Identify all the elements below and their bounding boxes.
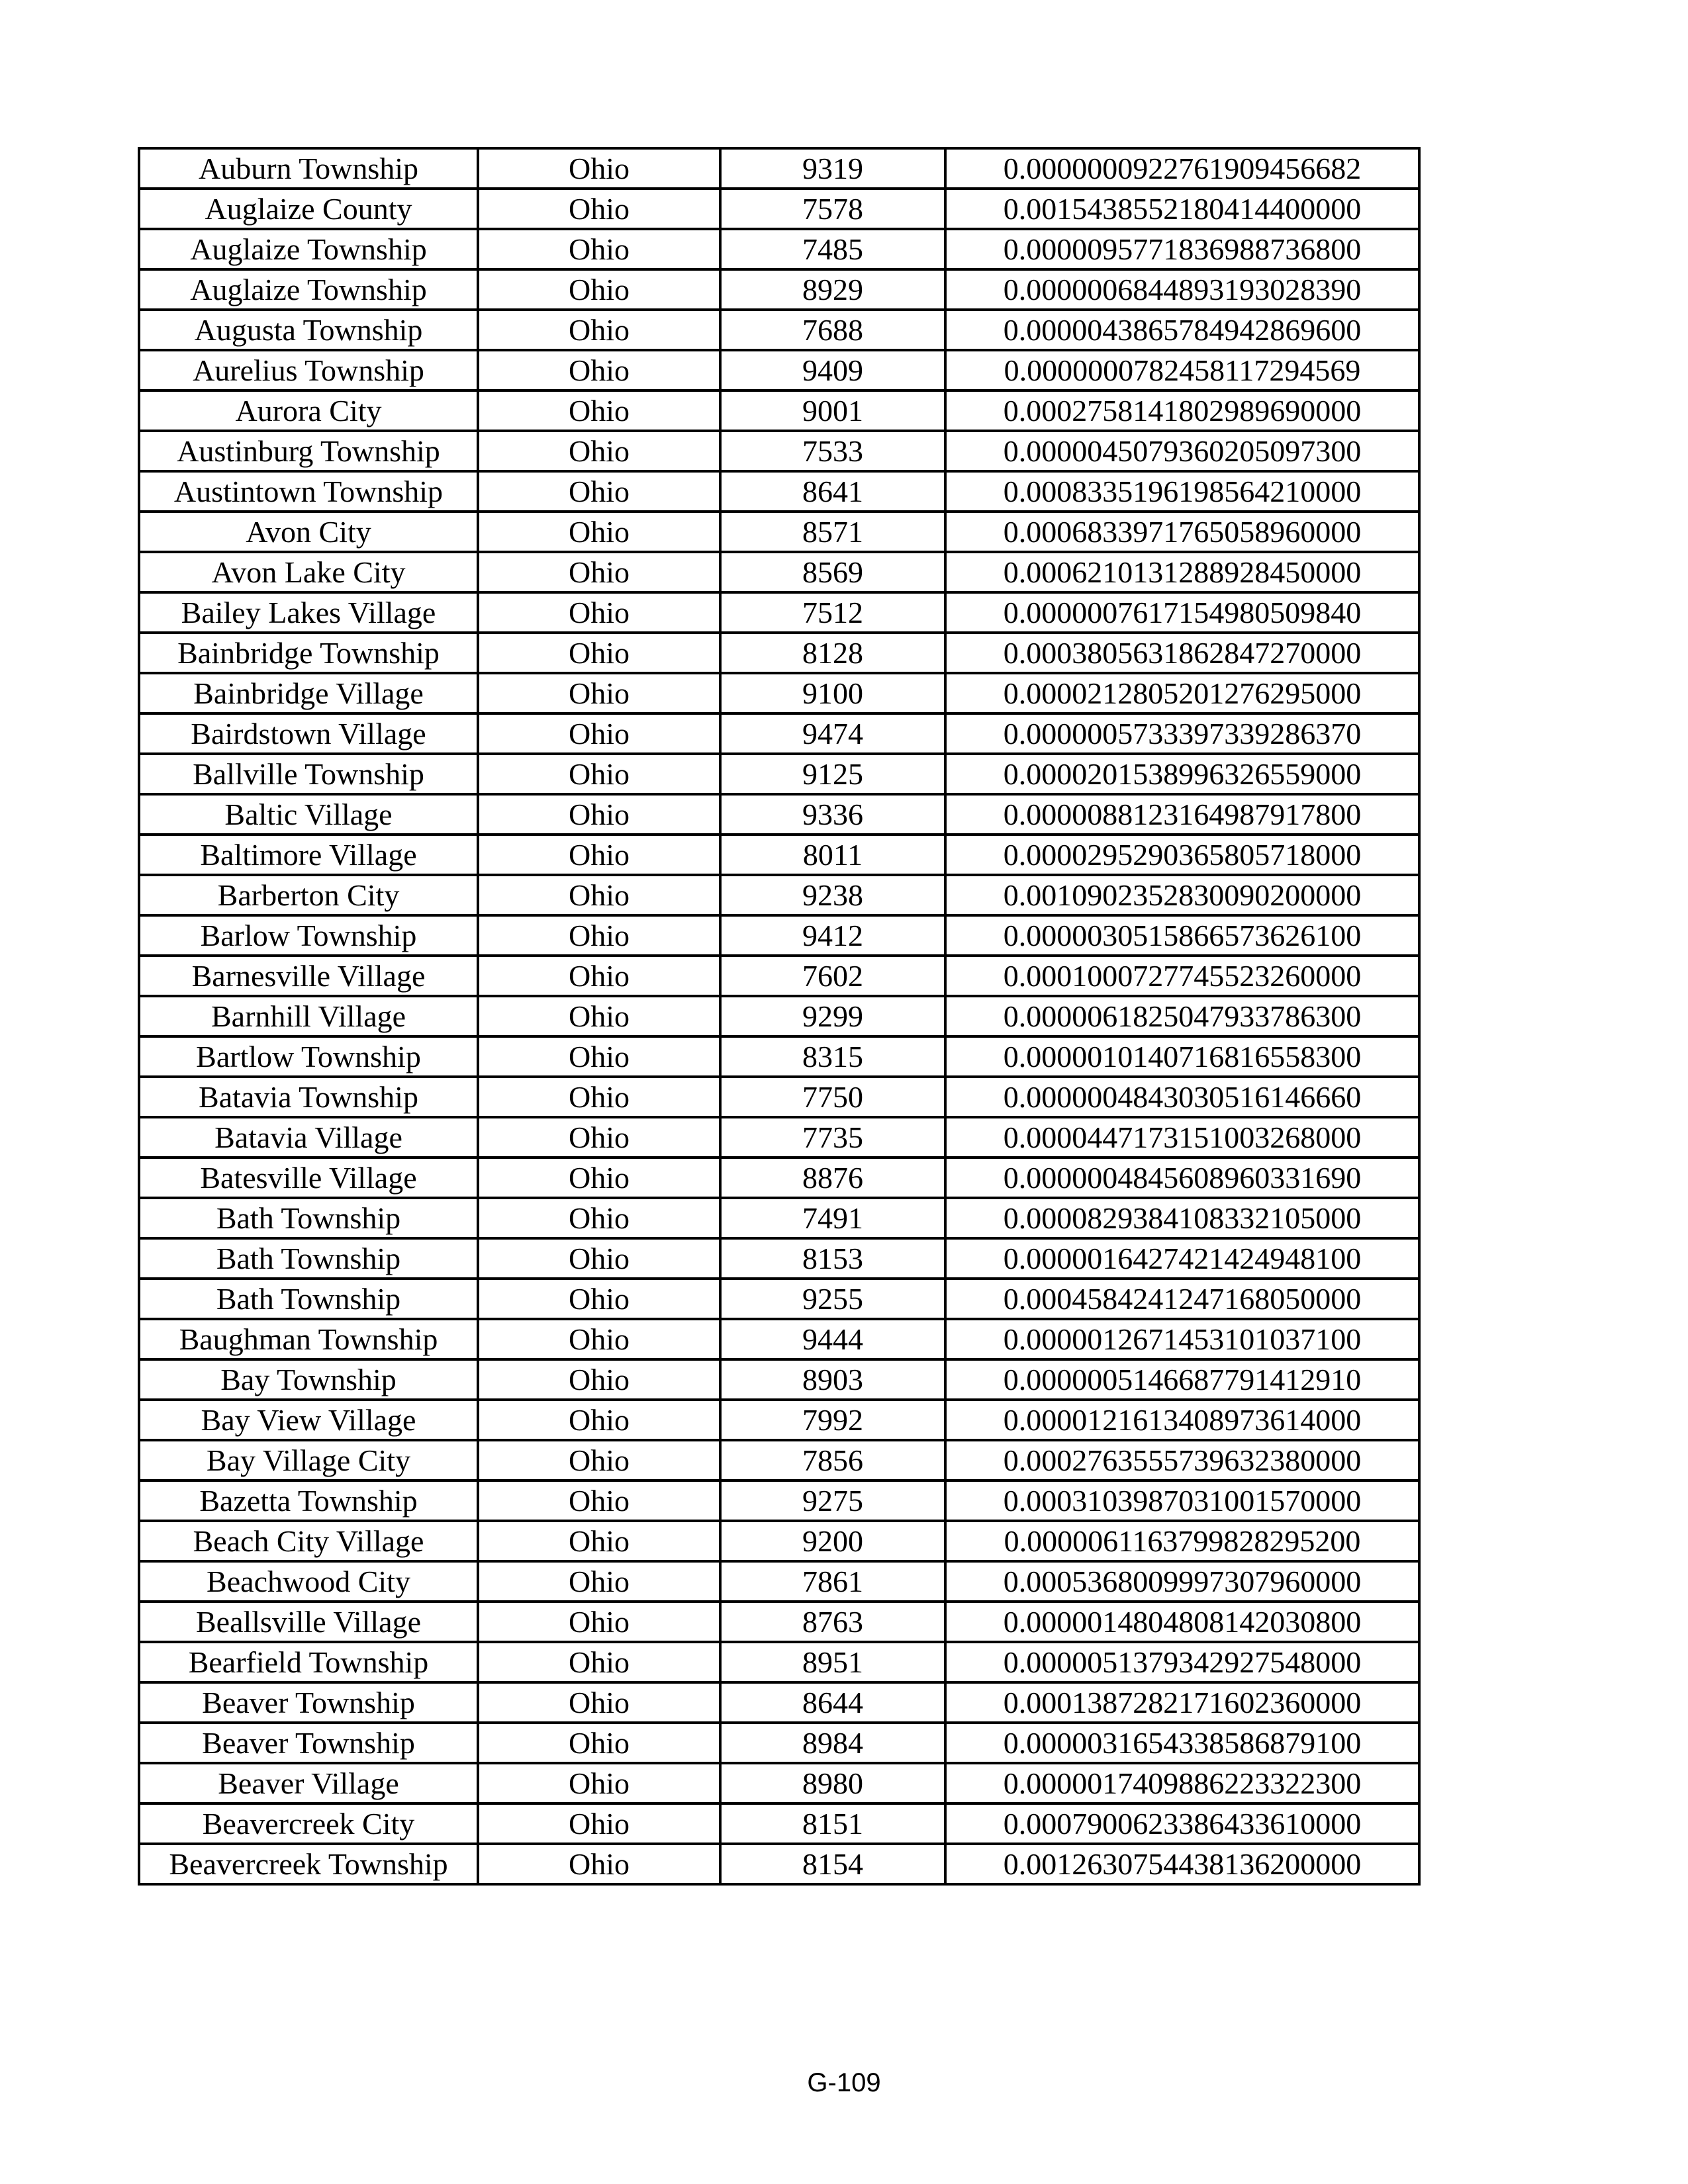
table-row	[139, 189, 1419, 229]
allocation-cell: 0.0000295290365805718000	[945, 835, 1419, 875]
allocation-cell: 0.0000007617154980509840	[945, 592, 1419, 633]
id-cell: 7485	[720, 229, 945, 269]
state-cell: Ohio	[478, 1521, 720, 1561]
allocation-cell: 0.0000012671453101037100	[945, 1319, 1419, 1359]
allocation-cell: 0.0004584241247168050000	[945, 1279, 1419, 1319]
table-row	[139, 592, 1419, 633]
jurisdiction-cell: Bay Township	[139, 1359, 478, 1400]
jurisdiction-cell: Auglaize Township	[139, 269, 478, 310]
allocation-cell: 0.0003805631862847270000	[945, 633, 1419, 673]
table-row	[139, 794, 1419, 835]
table-row	[139, 552, 1419, 592]
allocation-cell: 0.0006833971765058960000	[945, 512, 1419, 552]
table-row	[139, 875, 1419, 915]
state-cell: Ohio	[478, 1602, 720, 1642]
id-cell: 8571	[720, 512, 945, 552]
jurisdiction-cell: Beaver Township	[139, 1723, 478, 1763]
allocation-cell: 0.0000005146687791412910	[945, 1359, 1419, 1400]
state-cell: Ohio	[478, 431, 720, 471]
state-cell: Ohio	[478, 1158, 720, 1198]
allocation-cell: 0.0000031654338586879100	[945, 1723, 1419, 1763]
allocation-cell: 0.0001387282171602360000	[945, 1682, 1419, 1723]
state-cell: Ohio	[478, 390, 720, 431]
page-number: G-109	[807, 2068, 881, 2097]
state-cell: Ohio	[478, 875, 720, 915]
table-row	[139, 471, 1419, 512]
id-cell: 8641	[720, 471, 945, 512]
jurisdiction-cell: Bailey Lakes Village	[139, 592, 478, 633]
id-cell: 8876	[720, 1158, 945, 1198]
state-cell: Ohio	[478, 1480, 720, 1521]
allocation-cell: 0.0000095771836988736800	[945, 229, 1419, 269]
state-cell: Ohio	[478, 1036, 720, 1077]
allocation-cell: 0.0000212805201276295000	[945, 673, 1419, 713]
state-cell: Ohio	[478, 915, 720, 956]
state-cell: Ohio	[478, 956, 720, 996]
table-row	[139, 1279, 1419, 1319]
allocation-cell: 0.0000004843030516146660	[945, 1077, 1419, 1117]
state-cell: Ohio	[478, 1763, 720, 1803]
id-cell: 8011	[720, 835, 945, 875]
state-cell: Ohio	[478, 1561, 720, 1602]
jurisdiction-cell: Bath Township	[139, 1198, 478, 1238]
table-row	[139, 512, 1419, 552]
jurisdiction-cell: Beaver Village	[139, 1763, 478, 1803]
id-cell: 7750	[720, 1077, 945, 1117]
id-cell: 7688	[720, 310, 945, 350]
state-cell: Ohio	[478, 754, 720, 794]
jurisdiction-cell: Ballville Township	[139, 754, 478, 794]
id-cell: 8128	[720, 633, 945, 673]
jurisdiction-cell: Batavia Village	[139, 1117, 478, 1158]
state-cell: Ohio	[478, 1198, 720, 1238]
id-cell: 9001	[720, 390, 945, 431]
table-row	[139, 713, 1419, 754]
id-cell: 7735	[720, 1117, 945, 1158]
allocation-cell: 0.0010902352830090200000	[945, 875, 1419, 915]
id-cell: 8644	[720, 1682, 945, 1723]
id-cell: 8929	[720, 269, 945, 310]
jurisdiction-cell: Avon Lake City	[139, 552, 478, 592]
allocation-cell: 0.0000061825047933786300	[945, 996, 1419, 1036]
allocation-cell: 0.0002758141802989690000	[945, 390, 1419, 431]
id-cell: 9412	[720, 915, 945, 956]
table-row	[139, 1561, 1419, 1602]
allocation-cell: 0.0000088123164987917800	[945, 794, 1419, 835]
jurisdiction-cell: Barnesville Village	[139, 956, 478, 996]
table-row	[139, 310, 1419, 350]
allocation-cell: 0.0000045079360205097300	[945, 431, 1419, 471]
state-cell: Ohio	[478, 1682, 720, 1723]
table-row	[139, 754, 1419, 794]
jurisdiction-cell: Avon City	[139, 512, 478, 552]
table-row	[139, 915, 1419, 956]
jurisdiction-cell: Austintown Township	[139, 471, 478, 512]
state-cell: Ohio	[478, 1359, 720, 1400]
id-cell: 7992	[720, 1400, 945, 1440]
id-cell: 7856	[720, 1440, 945, 1480]
allocation-cell: 0.0003103987031001570000	[945, 1480, 1419, 1521]
allocation-cell: 0.0000030515866573626100	[945, 915, 1419, 956]
id-cell: 9444	[720, 1319, 945, 1359]
allocation-cell: 0.0007900623386433610000	[945, 1803, 1419, 1844]
table-row	[139, 1440, 1419, 1480]
id-cell: 8569	[720, 552, 945, 592]
allocation-cell: 0.0005368009997307960000	[945, 1561, 1419, 1602]
table-row	[139, 1117, 1419, 1158]
allocation-cell: 0.0000017409886223322300	[945, 1763, 1419, 1803]
state-cell: Ohio	[478, 996, 720, 1036]
id-cell: 9275	[720, 1480, 945, 1521]
id-cell: 9200	[720, 1521, 945, 1561]
table-row	[139, 835, 1419, 875]
jurisdiction-cell: Augusta Township	[139, 310, 478, 350]
jurisdiction-cell: Auglaize County	[139, 189, 478, 229]
state-cell: Ohio	[478, 229, 720, 269]
table-row	[139, 1359, 1419, 1400]
jurisdiction-cell: Bath Township	[139, 1238, 478, 1279]
state-cell: Ohio	[478, 350, 720, 390]
table-row	[139, 350, 1419, 390]
id-cell: 9299	[720, 996, 945, 1036]
table-row	[139, 431, 1419, 471]
state-cell: Ohio	[478, 835, 720, 875]
table-row	[139, 1238, 1419, 1279]
state-cell: Ohio	[478, 1440, 720, 1480]
id-cell: 7512	[720, 592, 945, 633]
id-cell: 7861	[720, 1561, 945, 1602]
jurisdiction-cell: Batavia Township	[139, 1077, 478, 1117]
id-cell: 9238	[720, 875, 945, 915]
table-row	[139, 148, 1419, 189]
state-cell: Ohio	[478, 1238, 720, 1279]
allocation-cell: 0.0000016427421424948100	[945, 1238, 1419, 1279]
jurisdiction-cell: Beavercreek City	[139, 1803, 478, 1844]
table-row	[139, 1077, 1419, 1117]
allocation-cell: 0.0000201538996326559000	[945, 754, 1419, 794]
state-cell: Ohio	[478, 189, 720, 229]
jurisdiction-cell: Auglaize Township	[139, 229, 478, 269]
jurisdiction-cell: Barnhill Village	[139, 996, 478, 1036]
allocation-cell: 0.0000000922761909456682	[945, 148, 1419, 189]
id-cell: 8315	[720, 1036, 945, 1077]
allocation-cell: 0.0012630754438136200000	[945, 1844, 1419, 1884]
jurisdiction-cell: Baltimore Village	[139, 835, 478, 875]
state-cell: Ohio	[478, 1319, 720, 1359]
allocation-cell: 0.0000000782458117294569	[945, 350, 1419, 390]
allocation-cell: 0.0000051379342927548000	[945, 1642, 1419, 1682]
state-cell: Ohio	[478, 512, 720, 552]
id-cell: 8763	[720, 1602, 945, 1642]
id-cell: 9125	[720, 754, 945, 794]
table-row	[139, 269, 1419, 310]
allocation-cell: 0.0000447173151003268000	[945, 1117, 1419, 1158]
state-cell: Ohio	[478, 269, 720, 310]
id-cell: 8951	[720, 1642, 945, 1682]
state-cell: Ohio	[478, 1077, 720, 1117]
jurisdiction-cell: Beaver Township	[139, 1682, 478, 1723]
jurisdiction-cell: Bearfield Township	[139, 1642, 478, 1682]
jurisdiction-cell: Beachwood City	[139, 1561, 478, 1602]
id-cell: 9474	[720, 713, 945, 754]
table-row	[139, 633, 1419, 673]
id-cell: 9255	[720, 1279, 945, 1319]
table-row	[139, 1642, 1419, 1682]
state-cell: Ohio	[478, 471, 720, 512]
id-cell: 9100	[720, 673, 945, 713]
jurisdiction-cell: Baughman Township	[139, 1319, 478, 1359]
allocation-cell: 0.0000014804808142030800	[945, 1602, 1419, 1642]
allocation-cell: 0.0001000727745523260000	[945, 956, 1419, 996]
allocation-cell: 0.0000006844893193028390	[945, 269, 1419, 310]
jurisdiction-cell: Bainbridge Township	[139, 633, 478, 673]
allocation-cell: 0.0000043865784942869600	[945, 310, 1419, 350]
jurisdiction-cell: Bazetta Township	[139, 1480, 478, 1521]
jurisdiction-cell: Beach City Village	[139, 1521, 478, 1561]
table-row	[139, 1723, 1419, 1763]
allocation-cell: 0.0000005733397339286370	[945, 713, 1419, 754]
jurisdiction-cell: Austinburg Township	[139, 431, 478, 471]
state-cell: Ohio	[478, 552, 720, 592]
state-cell: Ohio	[478, 310, 720, 350]
id-cell: 7578	[720, 189, 945, 229]
jurisdiction-cell: Bath Township	[139, 1279, 478, 1319]
table-row	[139, 229, 1419, 269]
table-row	[139, 1844, 1419, 1884]
state-cell: Ohio	[478, 148, 720, 189]
jurisdiction-cell: Aurora City	[139, 390, 478, 431]
allocation-cell: 0.0002763555739632380000	[945, 1440, 1419, 1480]
state-cell: Ohio	[478, 633, 720, 673]
table-row	[139, 996, 1419, 1036]
id-cell: 8980	[720, 1763, 945, 1803]
id-cell: 8903	[720, 1359, 945, 1400]
state-cell: Ohio	[478, 1642, 720, 1682]
jurisdiction-cell: Aurelius Township	[139, 350, 478, 390]
table-row	[139, 1602, 1419, 1642]
table-row	[139, 956, 1419, 996]
state-cell: Ohio	[478, 1844, 720, 1884]
state-cell: Ohio	[478, 592, 720, 633]
allocation-cell: 0.0000829384108332105000	[945, 1198, 1419, 1238]
state-cell: Ohio	[478, 1723, 720, 1763]
table-row	[139, 1521, 1419, 1561]
data-table	[138, 147, 1421, 1886]
id-cell: 8151	[720, 1803, 945, 1844]
allocation-cell: 0.0000010140716816558300	[945, 1036, 1419, 1077]
jurisdiction-cell: Bairdstown Village	[139, 713, 478, 754]
allocation-cell: 0.0006210131288928450000	[945, 552, 1419, 592]
table-row	[139, 1198, 1419, 1238]
jurisdiction-cell: Baltic Village	[139, 794, 478, 835]
id-cell: 8154	[720, 1844, 945, 1884]
state-cell: Ohio	[478, 673, 720, 713]
state-cell: Ohio	[478, 713, 720, 754]
allocation-cell: 0.0000121613408973614000	[945, 1400, 1419, 1440]
jurisdiction-cell: Auburn Township	[139, 148, 478, 189]
jurisdiction-cell: Beavercreek Township	[139, 1844, 478, 1884]
table-row	[139, 1319, 1419, 1359]
state-cell: Ohio	[478, 1400, 720, 1440]
state-cell: Ohio	[478, 1279, 720, 1319]
jurisdiction-cell: Bartlow Township	[139, 1036, 478, 1077]
id-cell: 7533	[720, 431, 945, 471]
jurisdiction-cell: Beallsville Village	[139, 1602, 478, 1642]
allocation-cell: 0.0000061163799828295200	[945, 1521, 1419, 1561]
jurisdiction-cell: Barlow Township	[139, 915, 478, 956]
id-cell: 8984	[720, 1723, 945, 1763]
table-row	[139, 1682, 1419, 1723]
id-cell: 9336	[720, 794, 945, 835]
jurisdiction-cell: Batesville Village	[139, 1158, 478, 1198]
table-row	[139, 1480, 1419, 1521]
table-row	[139, 1763, 1419, 1803]
state-cell: Ohio	[478, 1117, 720, 1158]
allocation-cell: 0.0000004845608960331690	[945, 1158, 1419, 1198]
id-cell: 9319	[720, 148, 945, 189]
table-body	[139, 148, 1419, 1884]
state-cell: Ohio	[478, 1803, 720, 1844]
jurisdiction-cell: Barberton City	[139, 875, 478, 915]
table-row	[139, 1803, 1419, 1844]
id-cell: 7491	[720, 1198, 945, 1238]
table-row	[139, 390, 1419, 431]
allocation-cell: 0.0015438552180414400000	[945, 189, 1419, 229]
id-cell: 7602	[720, 956, 945, 996]
allocation-cell: 0.0008335196198564210000	[945, 471, 1419, 512]
id-cell: 9409	[720, 350, 945, 390]
table-row	[139, 1158, 1419, 1198]
table-row	[139, 673, 1419, 713]
jurisdiction-cell: Bainbridge Village	[139, 673, 478, 713]
jurisdiction-cell: Bay View Village	[139, 1400, 478, 1440]
table-row	[139, 1400, 1419, 1440]
table-row	[139, 1036, 1419, 1077]
id-cell: 8153	[720, 1238, 945, 1279]
jurisdiction-cell: Bay Village City	[139, 1440, 478, 1480]
state-cell: Ohio	[478, 794, 720, 835]
